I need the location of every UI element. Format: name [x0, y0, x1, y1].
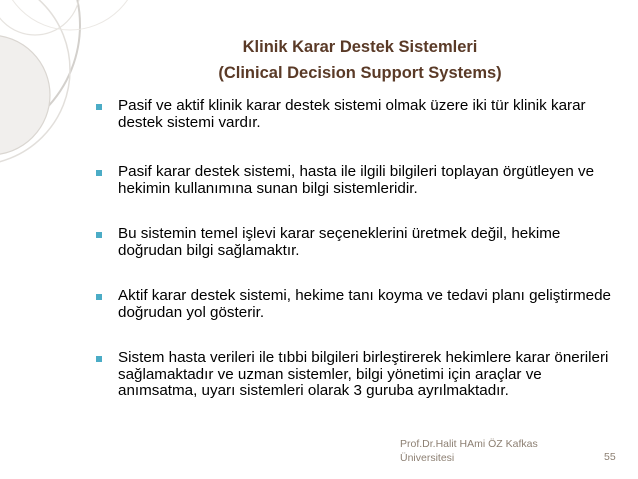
bullet-square-icon [96, 232, 102, 238]
bullet-square-icon [96, 170, 102, 176]
bullet-square-icon [96, 104, 102, 110]
bullet-text: Bu sistemin temel işlevi karar seçeneklerini üretmek değil, hekime doğrudan bilgi sağlamaktır. [118, 225, 561, 259]
bullet-square-icon [96, 294, 102, 300]
bullet-text: Pasif karar destek sistemi, hasta ile ilgili bilgileri toplayan örgütleyen ve hekimin kullanımına sunan bilgi sistemleridir. [118, 163, 595, 197]
bullet-text: Sistem hasta verileri ile tıbbi bilgileri birleştirerek hekimlere karar önerileri sağlamaktadır ve uzman sistemler, bilgi yönetimi için araçlar ve anımsatma, uyarı sistemleri olarak 3 guruba ayrılmaktadır. [118, 349, 609, 400]
bullet-text: Aktif karar destek sistemi, hekime tanı koyma ve tedavi planı geliştirmede doğrudan yol gösterir. [118, 287, 611, 321]
deco-circle-top [0, 0, 140, 30]
slide-title [150, 34, 570, 86]
title-line-english: (Clinical Decision Support Systems) [218, 64, 502, 82]
page-number: 55 [604, 451, 616, 463]
footer-author: Prof.Dr.Halit HAmi ÖZ Kafkas Üniversitesi [400, 438, 538, 464]
bullet-text: Pasif ve aktif klinik karar destek sistemi olmak üzere iki tür klinik karar destek sistemi vardır. [118, 97, 586, 131]
bullet-square-icon [96, 356, 102, 362]
title-line-turkish: Klinik Karar Destek Sistemleri [242, 38, 478, 56]
